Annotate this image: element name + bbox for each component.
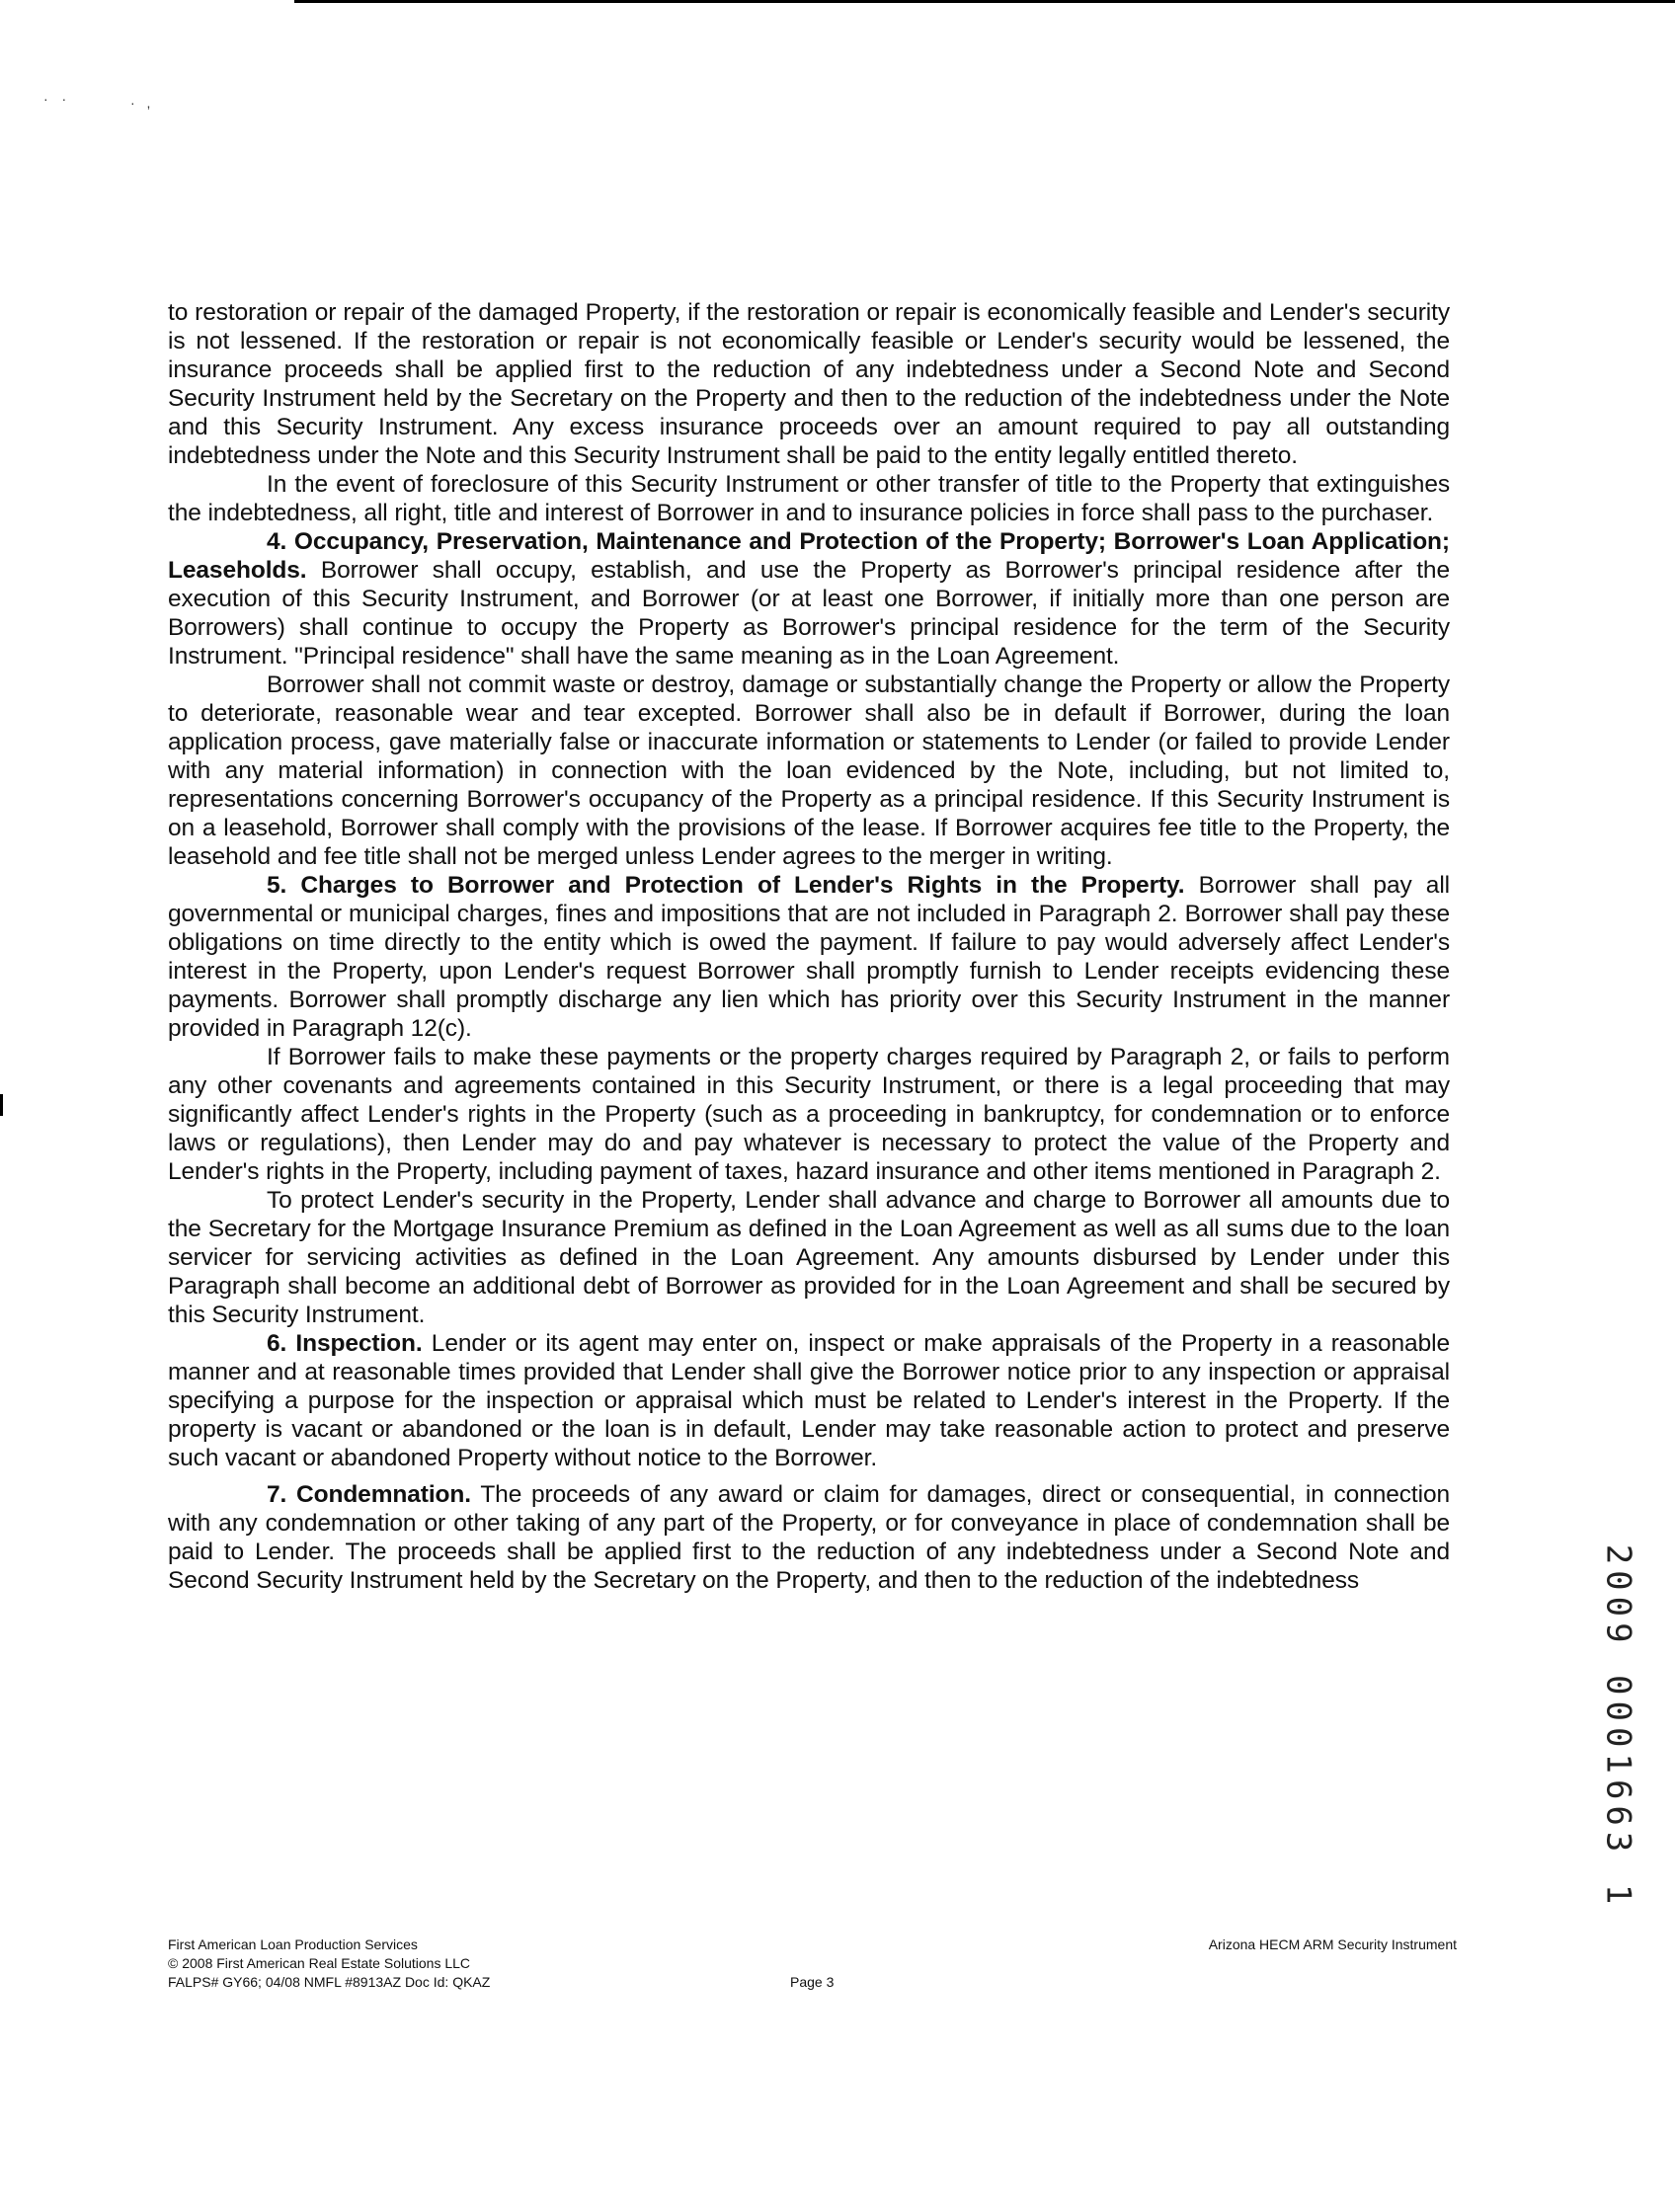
footer-form-title: Arizona HECM ARM Security Instrument (1208, 1936, 1457, 1952)
page-footer (168, 1936, 1457, 2005)
paragraph-4-occupancy: 4. Occupancy, Preservation, Maintenance and Protection of the Property; Borrower's Loan Application; Leaseholds. Borrower shall occupy, establish, and use the Property as Borrower's principal residence after the execution of this Security Instrument, and Borrower (or at least one Borrower, if initially more than one person are Borrowers) shall continue to occupy the Property as Borrower's principal residence for the term of the Security Instrument. "Principal residence" shall have the same meaning as in the Loan Agreement. (168, 528, 1450, 670)
paragraph-7-condemnation: 7. Condemnation. The proceeds of any award or claim for damages, direct or consequential, in connection with any condemnation or other taking of any part of the Property, or for conveyance in place of condemnation shall be paid to Lender. The proceeds shall be applied first to the reduction of any indebtedness under a Second Note and Second Security Instrument held by the Secretary on the Property, and then to the reduction of the indebtedness (168, 1481, 1450, 1594)
section-heading: 4. Occupancy, Preservation, Maintenance and Protection of the Property; Borrower's Loan Application; Leaseholds. (168, 528, 1450, 584)
scan-speckle: · , (130, 95, 155, 111)
recording-number-stamp: 2009 0001663 1 (1598, 1543, 1638, 1911)
paragraph-insurance-proceeds: to restoration or repair of the damaged Property, if the restoration or repair is economically feasible and Lender's security is not lessened. If the restoration or repair is not economically feasible or Lender's security would be lessened, the insurance proceeds shall be applied first to the reduction of any indebtedness under a Second Note and Second Security Instrument held by the Secretary on the Property and then to the reduction of the indebtedness under the Note and this Security Instrument. Any excess insurance proceeds over an amount required to pay all outstanding indebtedness under the Note and this Security Instrument shall be paid to the entity legally entitled thereto. (168, 299, 1450, 469)
paragraph-protect-security: To protect Lender's security in the Property, Lender shall advance and charge to Borrower all amounts due to the Secretary for the Mortgage Insurance Premium as defined in the Loan Agreement as well as all sums due to the loan servicer for servicing activities as defined in the Loan Agreement. Any amounts disbursed by Lender under this Paragraph shall become an additional debt of Borrower as provided for in the Loan Agreement and shall be secured by this Security Instrument. (168, 1187, 1450, 1328)
paragraph-borrower-fails: If Borrower fails to make these payments or the property charges required by Paragraph 2, or fails to perform any other covenants and agreements contained in this Security Instrument, or there is a legal proceeding that may significantly affect Lender's rights in the Property (such as a proceeding in bankruptcy, for condemnation or to enforce laws or regulations), then Lender may do and pay whatever is necessary to protect the value of the Property and Lender's rights in the Property, including payment of taxes, hazard insurance and other items mentioned in Paragraph 2. (168, 1044, 1450, 1185)
page-number: Page 3 (790, 1974, 835, 1990)
footer-copyright: © 2008 First American Real Estate Solutions LLC (168, 1955, 471, 1971)
section-heading: 5. Charges to Borrower and Protection of Lender's Rights in the Property. (267, 872, 1185, 899)
footer-publisher: First American Loan Production Services (168, 1936, 418, 1952)
footer-form-ids: FALPS# GY66; 04/08 NMFL #8913AZ Doc Id: QKAZ (168, 1974, 491, 1990)
paragraph-5-charges: 5. Charges to Borrower and Protection of Lender's Rights in the Property. Borrower shall pay all governmental or municipal charges, fines and impositions that are not included in Paragraph 2. Borrower shall pay these obligations on time directly to the entity which is owed the payment. If failure to pay would adversely affect Lender's interest in the Property, upon Lender's request Borrower shall promptly furnish to Lender receipts evidencing these payments. Borrower shall promptly discharge any lien which has priority over this Security Instrument in the manner provided in Paragraph 12(c). (168, 872, 1451, 1042)
scan-top-border (294, 0, 1675, 3)
section-heading: 7. Condemnation. (267, 1481, 471, 1508)
footer-publisher-block (168, 1936, 490, 1992)
paragraph-foreclosure: In the event of foreclosure of this Security Instrument or other transfer of title to the Property that extinguishes the indebtedness, all right, title and interest of Borrower in and to insurance policies in force shall pass to the purchaser. (168, 471, 1450, 526)
scan-edge-mark (0, 1094, 3, 1116)
paragraph-6-inspection: 6. Inspection. Lender or its agent may enter on, inspect or make appraisals of the Property in a reasonable manner and at reasonable times provided that Lender shall give the Borrower notice prior to any inspection or appraisal specifying a purpose for the inspection or appraisal which must be related to Lender's interest in the Property. If the property is vacant or abandoned or the loan is in default, Lender may take reasonable action to protect and preserve such vacant or abandoned Property without notice to the Borrower. (168, 1330, 1450, 1471)
paragraph-waste: Borrower shall not commit waste or destroy, damage or substantially change the Property or allow the Property to deteriorate, reasonable wear and tear excepted. Borrower shall also be in default if Borrower, during the loan application process, gave materially false or inaccurate information or statements to Lender (or failed to provide Lender with any material information) in connection with the loan evidenced by the Note, including, but not limited to, representations concerning Borrower's occupancy of the Property as a principal residence. If this Security Instrument is on a leasehold, Borrower shall comply with the provisions of the lease. If Borrower acquires fee title to the Property, the leasehold and fee title shall not be merged unless Lender agrees to the merger in writing. (168, 672, 1450, 870)
section-heading: 6. Inspection. (267, 1330, 423, 1357)
scan-speckle: · · (43, 91, 72, 107)
document-body (168, 298, 1450, 1595)
